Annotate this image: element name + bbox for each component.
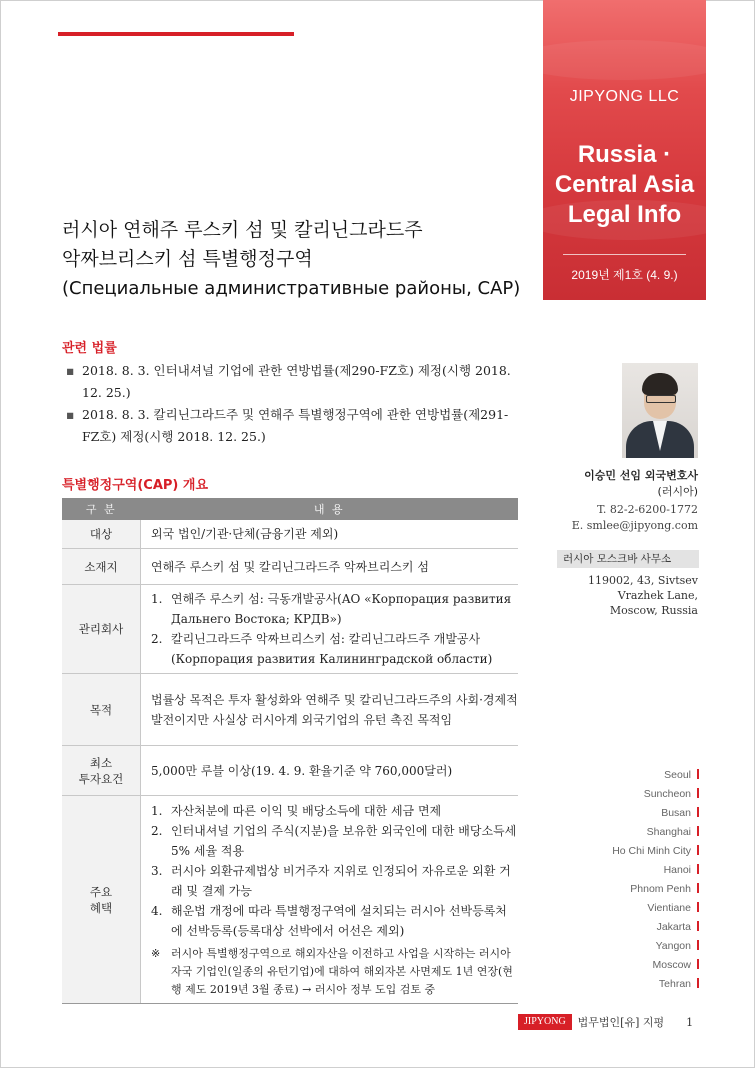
- newsletter-title-line: Russia ·: [577, 141, 672, 168]
- author-name: 이승민 선임 외국변호사: [584, 469, 698, 482]
- law-text: 2018. 8. 3. 인터내셔널 기업에 관한 연방법률(제290-FZ호) 제정(시행 2018. 12. 25.): [82, 363, 511, 400]
- city-marker-icon: [697, 902, 699, 912]
- city-marker-icon: [697, 826, 699, 836]
- city-item: Suncheon: [612, 785, 699, 804]
- list-item: 2. 칼리닌그라드주 악짜브리스키 섬: 칼리닌그라드주 개발공사 (Корпорация развития Калининградской области): [151, 632, 493, 666]
- city-item: Ho Chi Minh City: [612, 842, 699, 861]
- list-item: 2. 인터내셔널 기업의 주식(지분)을 보유한 외국인에 대한 배당소득세 5% 세율 적용: [151, 823, 517, 858]
- list-item: [62, 404, 517, 448]
- table-row: [62, 520, 518, 549]
- row-value: 연해주 루스키 섬 및 칼리닌그라드주 악짜브리스키 섬: [141, 549, 519, 585]
- list-item: 1. 자산처분에 따른 이익 및 배당소득에 대한 세금 면제: [151, 803, 442, 818]
- manager-list: [151, 589, 518, 669]
- table-header-row: [62, 498, 518, 520]
- city-item: Vientiane: [612, 899, 699, 918]
- row-label: 관리회사: [62, 585, 141, 674]
- table-row: [62, 674, 518, 746]
- city-item: Yangon: [612, 937, 699, 956]
- table-row: [62, 549, 518, 585]
- top-accent-rule: [58, 32, 294, 36]
- author-photo: [622, 363, 698, 458]
- page-number: 1: [686, 1015, 694, 1029]
- page-footer: [518, 1013, 693, 1031]
- footer-logo: JIPYONG: [518, 1014, 572, 1030]
- row-value: [141, 796, 519, 1004]
- column-header-category: 구 분: [62, 498, 141, 520]
- banner-texture: [543, 40, 706, 80]
- row-label: 소재지: [62, 549, 141, 585]
- city-item: Hanoi: [612, 861, 699, 880]
- table-row: [62, 746, 518, 796]
- row-label: 목적: [62, 674, 141, 746]
- newsletter-title-line: Central Asia: [554, 171, 695, 198]
- overview-heading: 특별행정구역(CAP) 개요: [62, 478, 209, 493]
- city-marker-icon: [697, 769, 699, 779]
- laws-list: [62, 360, 517, 448]
- city-marker-icon: [697, 864, 699, 874]
- row-value: 법률상 목적은 투자 활성화와 연해주 및 칼리닌그라드주의 사회·경제적 발전이지만 사실상 러시아계 외국기업의 유턴 촉진 목적임: [141, 674, 519, 746]
- bullet-icon: ▪: [66, 363, 75, 378]
- header-banner: [543, 0, 706, 300]
- office-cities-list: [612, 766, 699, 994]
- article-title: [62, 216, 520, 303]
- city-item: Jakarta: [612, 918, 699, 937]
- reference-mark-icon: ※: [151, 946, 161, 960]
- row-value: 외국 법인/기관·단체(금융기관 제외): [141, 520, 519, 549]
- benefits-note: ※ 러시아 특별행정구역으로 해외자산을 이전하고 사업을 시작하는 러시아 자국 기업인(일종의 유턴기업)에 대하여 해외자본 사면제도 1년 연장(현행 제도 2019년 3월 종료) → 러시아 정부 도입 검토 중: [151, 946, 513, 996]
- author-phone[interactable]: T. 82-2-6200-1772: [597, 503, 698, 516]
- office-address: 119002, 43, Sivtsev Vrazhek Lane, Moscow, Russia: [587, 574, 698, 617]
- article-title-line: 러시아 연해주 루스키 섬 및 칼리닌그라드주: [62, 219, 423, 241]
- city-marker-icon: [697, 959, 699, 969]
- city-marker-icon: [697, 921, 699, 931]
- bullet-icon: ▪: [66, 407, 75, 422]
- benefits-list: [151, 801, 518, 941]
- city-item: Shanghai: [612, 823, 699, 842]
- city-item: Busan: [612, 804, 699, 823]
- banner-divider: [563, 254, 686, 255]
- row-value: [141, 585, 519, 674]
- list-item: 4. 해운법 개정에 따라 특별행정구역에 설치되는 러시아 선박등록처에 선박등록(등록대상 선박에서 어선은 제외): [151, 903, 507, 938]
- list-item: 3. 러시아 외환규제법상 비거주자 지위로 인정되어 자유로운 외환 거래 및 결제 가능: [151, 863, 511, 898]
- city-item: Moscow: [612, 956, 699, 975]
- city-marker-icon: [697, 807, 699, 817]
- office-label: 러시아 모스크바 사무소: [557, 550, 699, 568]
- column-header-content: 내 용: [141, 498, 519, 520]
- list-item: [62, 360, 517, 404]
- city-item: Tehran: [612, 975, 699, 994]
- city-marker-icon: [697, 978, 699, 988]
- law-text: 2018. 8. 3. 칼리닌그라드주 및 연해주 특별행정구역에 관한 연방법률(제291-FZ호) 제정(시행 2018. 12. 25.): [82, 407, 509, 444]
- city-item: Seoul: [612, 766, 699, 785]
- article-subtitle: (Специальные административные районы, CAP): [62, 278, 521, 299]
- article-title-line: 악짜브리스키 섬 특별행정구역: [62, 248, 313, 270]
- laws-heading: 관련 법률: [62, 341, 117, 356]
- row-label: 대상: [62, 520, 141, 549]
- issue-number: 2019년 제1호 (4. 9.): [571, 268, 678, 282]
- footer-firm-name: 법무법인[유] 지평: [577, 1016, 665, 1029]
- list-item: 1. 연해주 루스키 섬: 극동개발공사(AO «Корпорация развития Дальнего Востока; КРДВ»): [151, 592, 512, 626]
- city-marker-icon: [697, 883, 699, 893]
- table-row: [62, 585, 518, 674]
- author-email[interactable]: E. smlee@jipyong.com: [571, 519, 698, 532]
- row-value: 5,000만 루블 이상(19. 4. 9. 환율기준 약 760,000달러): [141, 746, 519, 796]
- newsletter-title-line: Legal Info: [567, 201, 682, 228]
- city-marker-icon: [697, 845, 699, 855]
- row-label: 최소 투자요건: [62, 746, 141, 796]
- city-marker-icon: [697, 788, 699, 798]
- company-name: JIPYONG LLC: [569, 88, 680, 105]
- cap-overview-table: [62, 498, 518, 1004]
- row-label: 주요 혜택: [62, 796, 141, 1004]
- city-marker-icon: [697, 940, 699, 950]
- newsletter-title: [543, 140, 706, 230]
- table-row: [62, 796, 518, 1004]
- author-qualification: (러시아): [657, 485, 698, 498]
- city-item: Phnom Penh: [612, 880, 699, 899]
